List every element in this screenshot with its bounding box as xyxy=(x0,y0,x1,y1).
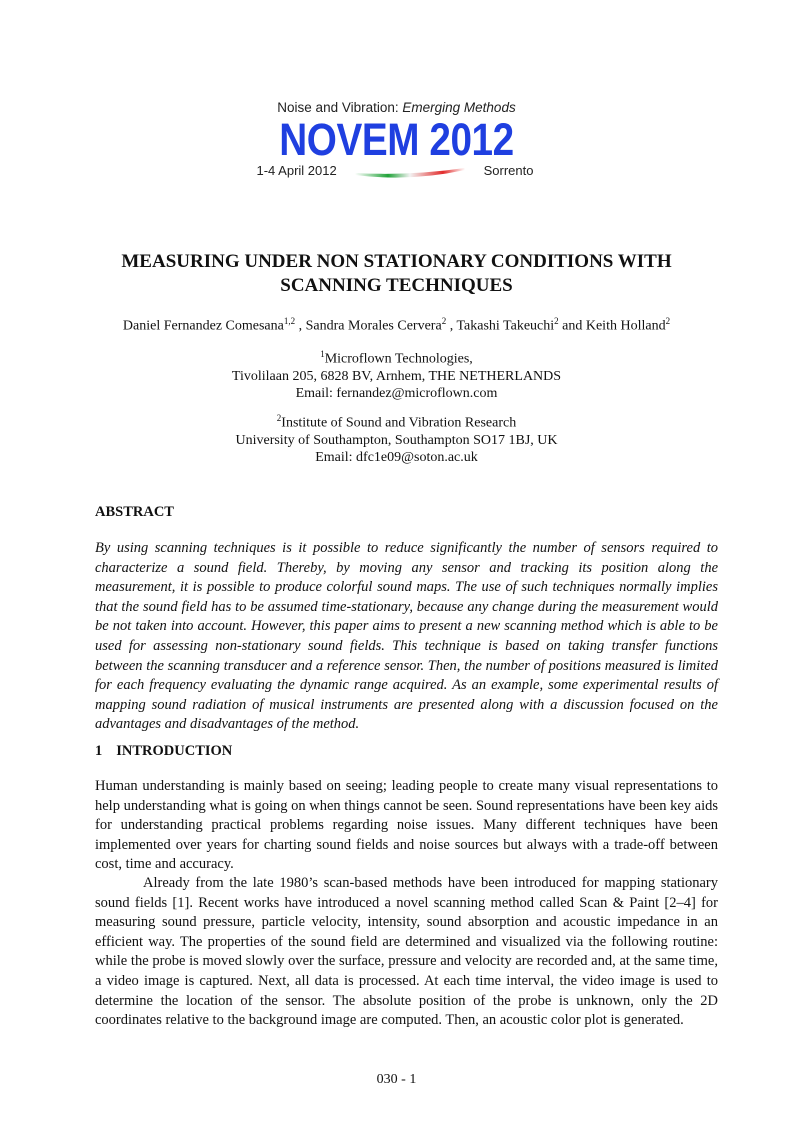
author-name: Keith Holland xyxy=(585,318,666,334)
conference-header xyxy=(0,100,793,183)
author-name: Sandra Morales Cervera xyxy=(305,318,442,334)
author-affiliation-mark: 2 xyxy=(554,316,559,326)
paper-title-line1: MEASURING UNDER NON STATIONARY CONDITIONS WITH xyxy=(121,251,672,272)
intro-paragraph-2: Already from the late 1980’s scan-based methods have been introduced for mapping stationary sound fields [1]. Recent works have introduced a novel scanning method called Scan & Paint [2–4] for measuring sound pressure, particle velocity, intensity, sound absorption and acoustic impedance in an efficient way. The properties of the sound field are determined and visualized via the following routine: while the probe is moved slowly over the surface, pressure and velocity are recorded and, at the same time, a video image is captured. Next, all data is processed. At each time interval, the video image is used to determine the location of the sensor. The absolute position of the probe is unknown, only the 2D coordinates relative to the background image are computed. Then, an acoustic color plot is generated. xyxy=(95,875,718,1029)
affiliation-email: Email: fernandez@microflown.com xyxy=(295,385,498,401)
conference-location: Sorrento xyxy=(483,163,534,178)
paper-title-line2: SCANNING TECHNIQUES xyxy=(280,275,513,296)
affiliation-line xyxy=(60,346,733,368)
affiliation-email: Email: dfc1e09@soton.ac.uk xyxy=(315,449,478,465)
abstract-text: By using scanning techniques is it possible to reduce significantly the number of sensors required to characterize a sound field. Thereby, by moving any sensor and tracking its position along the measurement, it is possible to produce colorful sound maps. The use of such techniques normally implies that the sound field has to be assumed time-stationary, because any change during the measurement would be not taken into account. However, this paper aims to present a new scanning method which is able to be used for assessing non-stationary sound fields. This technique is based on taking transfer functions between the scanning transducer and a reference sensor. Then, the number of positions measured is limited for each frequency evaluating the dynamic range acquired. As an example, some experimental results of mapping sound radiation of musical instruments are presented along with a discussion focused on the advantages and disadvantages of the method. xyxy=(95,540,718,733)
author-affiliation-mark: 2 xyxy=(665,316,671,326)
affiliation-address: Tivolilaan 205, 6828 BV, Arnhem, THE NETHERLANDS xyxy=(231,368,562,384)
conference-logo: NOVEM 2012 xyxy=(279,114,514,165)
author-affiliation-mark: 2 xyxy=(441,316,447,326)
affiliation-mark: 1 xyxy=(320,349,325,359)
affiliation-address: University of Southampton, Southampton SO17 1BJ, UK xyxy=(235,432,558,448)
conference-dates: 1-4 April 2012 xyxy=(256,163,337,178)
section-heading xyxy=(95,743,232,760)
page-number: 030 - 1 xyxy=(376,1072,417,1087)
affiliation-block xyxy=(60,346,733,402)
affiliation-mark: 2 xyxy=(276,413,282,423)
section-number: 1 xyxy=(95,743,103,759)
affiliation-institution: Microflown Technologies, xyxy=(324,351,473,367)
affiliation-line xyxy=(60,410,733,432)
conference-series-italic: Emerging Methods xyxy=(402,100,516,115)
author-name: Takashi Takeuchi xyxy=(456,318,555,334)
conference-series-prefix: Noise and Vibration: xyxy=(277,100,403,115)
author-affiliation-mark: 1,2 xyxy=(283,316,296,326)
author-separator: , xyxy=(446,318,457,334)
author-separator: and xyxy=(558,318,586,334)
abstract-heading: ABSTRACT xyxy=(95,504,174,520)
affiliation-block xyxy=(60,410,733,466)
author-separator: , xyxy=(295,318,306,334)
affiliation-institution: Institute of Sound and Vibration Research xyxy=(281,415,517,431)
conference-info xyxy=(257,163,537,183)
conference-series xyxy=(0,100,793,115)
author-list xyxy=(60,316,733,335)
italian-flag-swoosh-icon xyxy=(355,167,465,179)
intro-paragraph-1: Human understanding is mainly based on seeing; leading people to create many visual representations to help understanding what is going on when things cannot be seen. Sound representations have been key aids for understanding practical problems regarding noise issues. Many different techniques have been implemented over years for charting sound fields and noise sources but always with a trade-off between cost, time and accuracy. xyxy=(95,778,718,873)
paper-title xyxy=(60,250,733,298)
section-title: INTRODUCTION xyxy=(116,743,233,759)
author-name: Daniel Fernandez Comesana xyxy=(122,318,284,334)
